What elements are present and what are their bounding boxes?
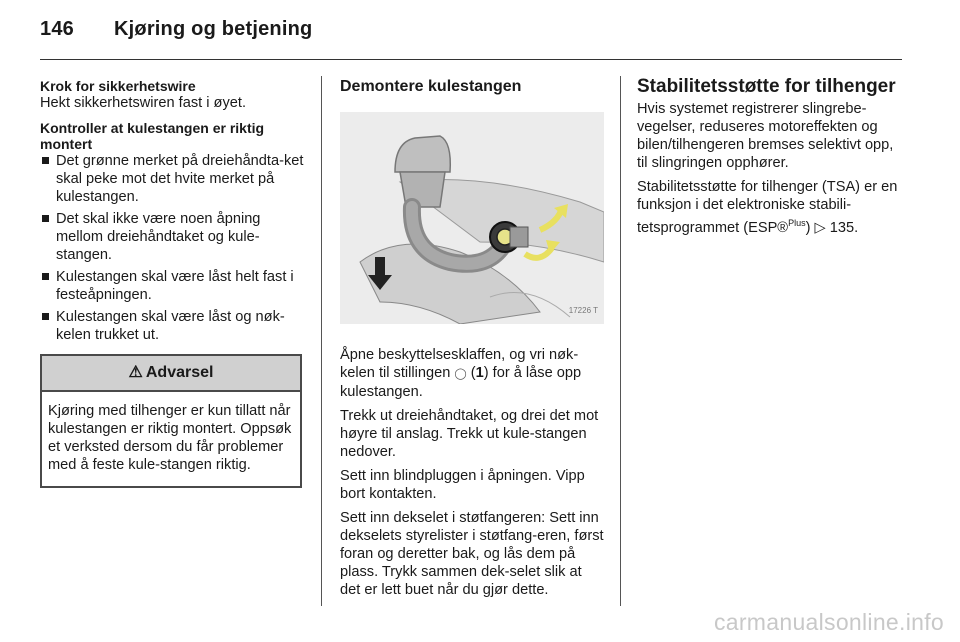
trailer-stability-description: Hvis systemet registrerer slingrebe-vegelser, reduseres motoreffekten og bilen/tilhengeren bremses selektivt opp, til slingringen opphører.: [637, 101, 894, 171]
column-1: [40, 70, 306, 488]
instruction-open-flap-text: Åpne beskyttelsesklaffen, og vri nøk-kelen til stillingen: [340, 347, 579, 381]
list-item: Det grønne merket på dreiehåndta-ket skal peke mot det hvite merket på kulestangen.: [40, 152, 306, 206]
check-list: [40, 152, 306, 344]
instruction-open-flap: Åpne beskyttelsesklaffen, og vri nøk-kelen til stillingen ◯ (1) for å låse opp kulestangen.: [340, 347, 582, 400]
towbar-drawing: [340, 112, 604, 324]
warning-box: [40, 354, 302, 488]
page-header: [40, 18, 312, 41]
unlock-position-icon: ◯: [454, 368, 467, 380]
watermark: carmanualsonline.info: [713, 609, 944, 635]
section-heading-check-mounting: Kontroller at kulestangen er riktig montert: [40, 120, 265, 152]
trailer-stability-tsa: [637, 178, 905, 237]
tsa-text: Stabilitetsstøtte for tilhenger (TSA) er en funksjon i det elektroniske stabili-tetsprogrammet (ESP®: [637, 179, 898, 236]
section-heading-safety-wire: Krok for sikkerhetswire: [40, 78, 196, 94]
list-item: Det skal ikke være noen åpning mellom dreiehåndtaket og kule-stangen.: [40, 210, 306, 264]
section-heading-trailer-stability: Stabilitetsstøtte for tilhenger: [637, 76, 896, 97]
esp-plus-superscript: Plus: [788, 218, 806, 228]
page-number: 146: [40, 18, 74, 40]
page-title: Kjøring og betjening: [114, 18, 313, 40]
page-reference-arrow-icon: ▷: [814, 219, 826, 236]
list-item: Kulestangen skal være låst helt fast i festeåpningen.: [40, 268, 306, 304]
column-divider-2: [620, 76, 621, 606]
instruction-insert-cover: Sett inn dekselet i støtfangeren: Sett inn dekselets styrelister i støtfang-eren, først foran og deretter bak, og lås dem på plass. Trykk sammen dek-selet slik at det er lett buet når du gjør dette.: [340, 510, 604, 598]
instruction-open-flap-text-2: for å låse opp kulestangen.: [340, 365, 582, 400]
column-divider-1: [321, 76, 322, 606]
list-item: Kulestangen skal være låst og nøk-kelen trukket ut.: [40, 308, 306, 344]
warning-text: Kjøring med tilhenger er kun tillatt når kulestangen er riktig montert. Oppsøk et verksted dersom du får problemer med å feste kule-stangen riktig.: [48, 403, 292, 473]
instruction-insert-plug: Sett inn blindpluggen i åpningen. Vipp bort kontakten.: [340, 468, 585, 502]
figure-number: 17226 T: [568, 306, 598, 315]
warning-triangle-icon: ⚠: [128, 364, 143, 381]
tsa-text-close: ): [805, 219, 815, 236]
header-divider: [40, 59, 902, 60]
position-number: 1: [475, 365, 484, 381]
column-3: [637, 70, 905, 243]
section-text-safety-wire: Hekt sikkerhetswiren fast i øyet.: [40, 95, 246, 111]
warning-header: [42, 356, 300, 392]
page-reference: 135.: [829, 219, 859, 236]
column-2: [340, 70, 604, 605]
section-heading-remove-ball-bar: Demontere kulestangen: [340, 78, 522, 95]
warning-title: Advarsel: [145, 364, 214, 381]
instruction-pull-handle: Trekk ut dreiehåndtaket, og drei det mot høyre til anslag. Trekk ut kule-stangen nedover.: [340, 408, 599, 460]
towbar-illustration: [340, 112, 604, 324]
